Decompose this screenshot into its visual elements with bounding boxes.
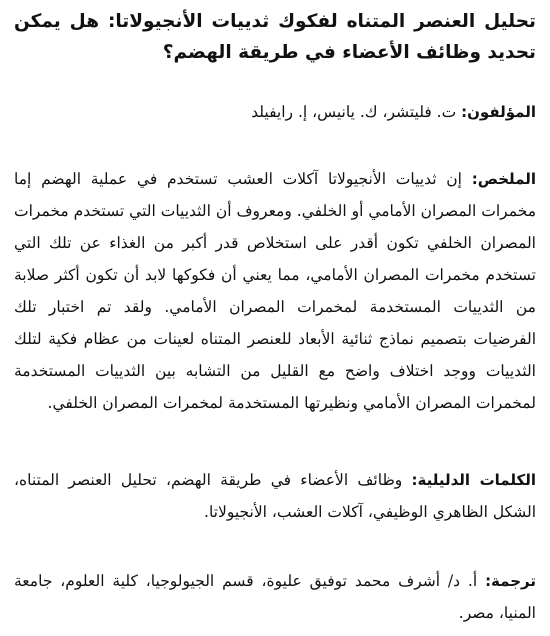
translation-section: [14, 565, 536, 629]
translation-text: أ. د/ أشرف محمد توفيق عليوة، قسم الجيولوجيا، كلية العلوم، جامعة المنيا، مصر.: [14, 572, 536, 622]
authors-section: [14, 96, 536, 128]
abstract-text: إن ثدييات الأنجيولاتا آكلات العشب تستخدم في عملية الهضم إما مخمرات المصران الأمامي أو الخلفي. ومعروف أن الثدييات التي تستخدم مخمرات المصران الخلفي تكون أقدر على استخلاص قدر أكبر من الغذاء عن تلك التي تستخدم مخمرات المصران الأمامي، مما يعني أن فكوكها لابد أن تكون أكثر صلابة من الثدييات المستخدمة لمخمرات المصران الأمامي. ولقد تم اختبار تلك الفرضيات بتصميم نماذج ثنائية الأبعاد للعنصر المتناه لعينات من عظام فكية لتلك الثدييات ووجد اختلاف واضح مع القليل من التشابه بين الثدييات المستخدمة لمخمرات المصران الأمامي ونظيرتها المستخدمة لمخمرات المصران الخلفي.: [14, 170, 536, 412]
keywords-text: وظائف الأعضاء في طريقة الهضم، تحليل العنصر المتناه، الشكل الظاهري الوظيفي، آكلات العشب، الأنجيولاتا.: [14, 471, 536, 521]
abstract-label: الملخص:: [471, 170, 536, 188]
authors-label: المؤلفون:: [461, 103, 536, 121]
authors-text: ت. فليتشر، ك. يانيس، إ. رايفيلد: [251, 103, 462, 121]
translation-label: ترجمة:: [485, 572, 536, 590]
keywords-label: الكلمات الدليلية:: [411, 471, 536, 489]
abstract-section: [14, 163, 536, 419]
keywords-section: [14, 464, 536, 528]
article-title: تحليل العنصر المتناه لفكوك ثدييات الأنجيولاتا: هل يمكن تحديد وظائف الأعضاء في طريقة الهضم؟: [14, 11, 536, 63]
